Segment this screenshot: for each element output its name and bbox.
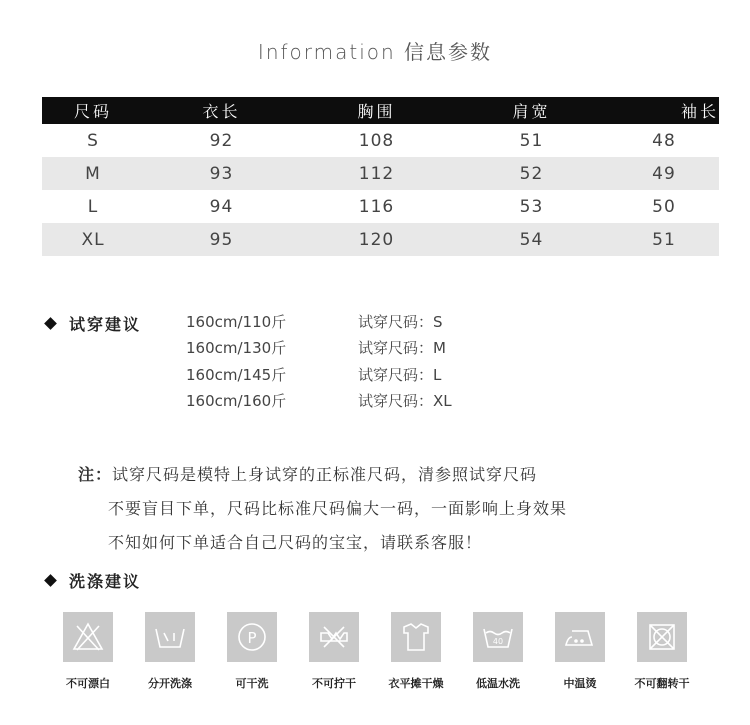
- header-cell: 胸围: [357, 102, 396, 121]
- wash-label: 分开洗涤: [148, 677, 192, 690]
- table-row: [42, 223, 719, 256]
- wash-item: [381, 612, 451, 691]
- table-cell: 120: [358, 229, 395, 250]
- table-cell: L: [87, 196, 99, 217]
- wash-label: 衣平摊干燥: [388, 677, 444, 690]
- tryon-size: 试穿尺码：XL: [358, 392, 452, 411]
- svg-text:40: 40: [492, 637, 504, 646]
- list-item: [186, 388, 518, 415]
- table-cell: 108: [358, 130, 395, 151]
- note-line-2: 不要盲目下单，尺码比标准尺码偏大一码，一面影响上身效果: [108, 499, 568, 518]
- wash-item: [53, 612, 123, 691]
- table-cell: XL: [81, 229, 105, 250]
- note-label: 注：: [78, 465, 113, 484]
- header-cell: 袖长: [680, 102, 719, 121]
- wash-item: [545, 612, 615, 691]
- note-line-3: 不知如何下单适合自己尺码的宝宝，请联系客服！: [108, 533, 483, 552]
- list-item: [186, 335, 518, 362]
- table-cell: 49: [652, 163, 676, 184]
- table-cell: S: [87, 130, 99, 151]
- table-row: [42, 124, 719, 157]
- diamond-bullet-icon: [44, 317, 57, 330]
- wash-item: [627, 612, 697, 691]
- size-note: [78, 458, 567, 560]
- list-item: [186, 361, 518, 388]
- table-cell: 48: [652, 130, 676, 151]
- no-tumble-dry-icon: [637, 612, 687, 662]
- table-cell: 116: [358, 196, 395, 217]
- wash-item: [299, 612, 369, 691]
- table-cell: 50: [652, 196, 676, 217]
- table-row: [42, 157, 719, 190]
- wash-icons: [60, 612, 720, 702]
- tryon-heading: 试穿建议: [69, 315, 142, 334]
- wash-section-head: [46, 569, 141, 592]
- table-cell: 54: [519, 229, 544, 250]
- height-weight: 160cm/145斤: [186, 365, 287, 384]
- wash-label: 可干洗: [235, 677, 269, 690]
- wash-heading: 洗涤建议: [69, 572, 142, 591]
- svg-text:P: P: [247, 629, 257, 647]
- header-cell: 衣长: [202, 102, 241, 121]
- tryon-size: 试穿尺码：S: [358, 312, 443, 331]
- table-cell: 52: [519, 163, 544, 184]
- tryon-size: 试穿尺码：M: [358, 339, 446, 358]
- height-weight: 160cm/160斤: [186, 392, 287, 411]
- table-cell: 92: [209, 130, 234, 151]
- wash-item: [135, 612, 205, 691]
- table-cell: 51: [519, 130, 544, 151]
- flat-dry-icon: [391, 612, 441, 662]
- list-item: [186, 308, 518, 335]
- note-line-1: [78, 458, 567, 492]
- table-cell: 93: [209, 163, 234, 184]
- table-cell: 94: [209, 196, 234, 217]
- dry-clean-icon: [227, 612, 277, 662]
- table-cell: M: [85, 163, 101, 184]
- tryon-list: [186, 308, 518, 414]
- table-cell: 95: [209, 229, 234, 250]
- wash-item: [217, 612, 287, 691]
- wash-label: 不可拧干: [312, 677, 356, 690]
- wash-item: [463, 612, 533, 691]
- table-cell: 53: [519, 196, 544, 217]
- tryon-section-head: [46, 312, 141, 335]
- no-bleach-icon: [63, 612, 113, 662]
- size-table-header: [42, 97, 719, 124]
- table-row: [42, 190, 719, 223]
- height-weight: 160cm/110斤: [186, 312, 287, 331]
- wash-label: 不可漂白: [66, 677, 110, 690]
- wash-label: 不可翻转干: [634, 677, 690, 690]
- table-cell: 112: [358, 163, 395, 184]
- wash-label: 低温水洗: [476, 677, 520, 690]
- height-weight: 160cm/130斤: [186, 339, 287, 358]
- note-text: 试穿尺码是模特上身试穿的正标准尺码，清参照试穿尺码: [112, 465, 538, 484]
- diamond-bullet-icon: [44, 574, 57, 587]
- hand-wash-icon: [145, 612, 195, 662]
- no-wring-icon: [309, 612, 359, 662]
- tryon-size: 试穿尺码：L: [358, 365, 442, 384]
- wash-label: 中温烫: [563, 677, 597, 690]
- size-table: [42, 97, 719, 256]
- page-title: Information 信息参数: [257, 40, 493, 64]
- header-cell: 尺码: [73, 102, 112, 121]
- low-temp-wash-icon: [473, 612, 523, 662]
- table-cell: 51: [652, 229, 676, 250]
- medium-iron-icon: [555, 612, 605, 662]
- header-cell: 肩宽: [512, 102, 551, 121]
